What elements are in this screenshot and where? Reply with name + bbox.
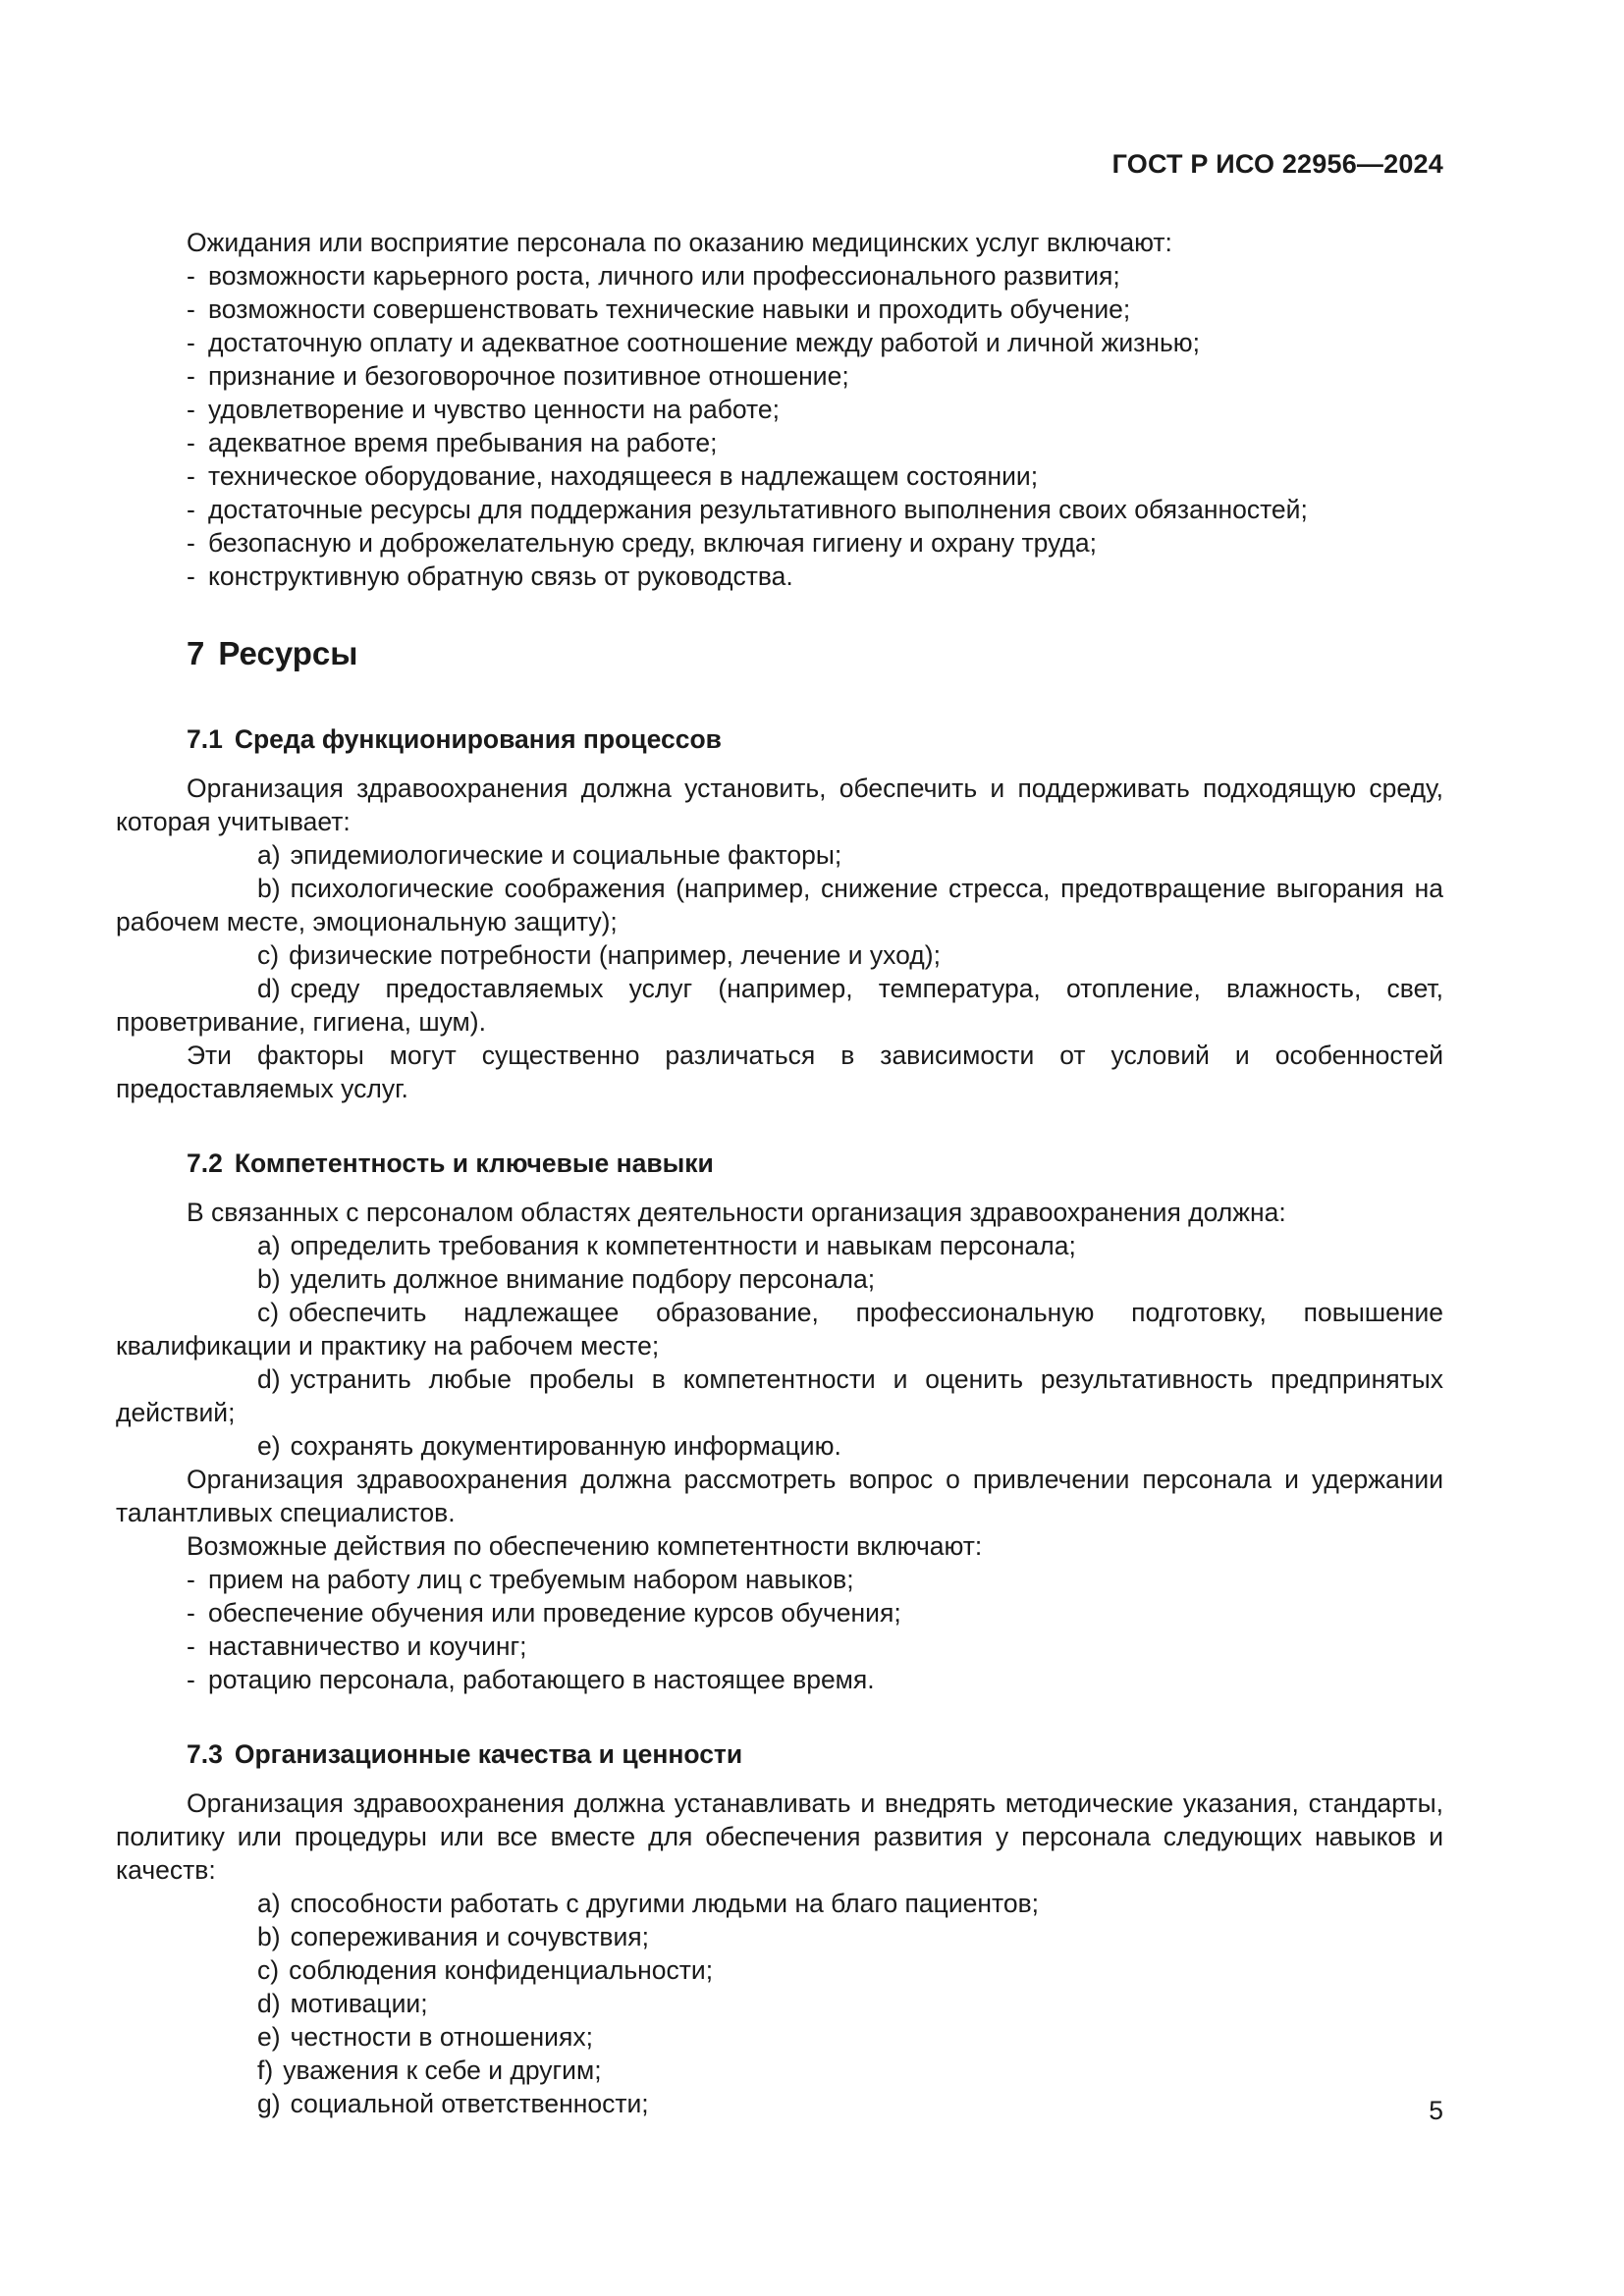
list-marker: d) [257, 1364, 281, 1394]
list-item [116, 1953, 1443, 1987]
list-item [116, 1920, 1443, 1953]
enumerated-list-7-1 [116, 838, 1443, 1039]
subsection-heading-7-1 [187, 722, 1443, 756]
paragraph: Эти факторы могут существенно различаться в зависимости от условий и особенностей предоставляемых услуг. [116, 1041, 1443, 1103]
list-item: - удовлетворение и чувство ценности на работе; [187, 393, 1443, 426]
document-code: ГОСТ Р ИСО 22956—2024 [1111, 149, 1443, 179]
list-item: - адекватное время пребывания на работе; [187, 426, 1443, 459]
list-item: - возможности карьерного роста, личного или профессионального развития; [187, 259, 1443, 293]
subsection-title: Компетентность и ключевые навыки [234, 1148, 714, 1178]
list-marker: a) [257, 1231, 281, 1260]
list-item-text: соблюдения конфиденциальности; [289, 1955, 714, 1985]
intro-list [116, 259, 1443, 593]
paragraph: Организация здравоохранения должна устанавливать и внедрять методические указания, стандарты, политику или процедуры или все вместе для обеспечения развития у персонала следующих навыков и качеств: [116, 1789, 1443, 1885]
list-marker: c) [257, 940, 280, 970]
list-item-text: уделить должное внимание подбору персонала; [290, 1264, 876, 1294]
list-item [116, 1229, 1443, 1262]
list-item: - возможности совершенствовать технические навыки и проходить обучение; [187, 293, 1443, 326]
list-marker: e) [257, 2022, 281, 2052]
subsection-number: 7.2 [187, 1148, 223, 1178]
list-item: - достаточную оплату и адекватное соотношение между работой и личной жизнью; [187, 326, 1443, 359]
list-item-text: эпидемиологические и социальные факторы; [290, 840, 842, 870]
list-marker: c) [257, 1955, 280, 1985]
list-item-text: устранить любые пробелы в компетентности и оценить результативность предпринятых действий; [116, 1364, 1443, 1427]
list-item-text: социальной ответственности; [290, 2089, 649, 2118]
list-marker: b) [257, 1264, 281, 1294]
intro-lead: Ожидания или восприятие персонала по оказанию медицинских услуг включают: [187, 228, 1172, 257]
enumerated-list-7-2 [116, 1229, 1443, 1463]
list-item [116, 2020, 1443, 2054]
list-item [116, 938, 1443, 972]
list-item [116, 838, 1443, 872]
paragraph: В связанных с персоналом областях деятельности организация здравоохранения должна: [187, 1198, 1286, 1227]
list-item-text: обеспечить надлежащее образование, профессиональную подготовку, повышение квалификации и практику на рабочем месте; [116, 1298, 1443, 1361]
list-item-text: сохранять документированную информацию. [290, 1431, 841, 1461]
list-item [116, 1362, 1443, 1429]
list-item-text: мотивации; [290, 1989, 428, 2018]
list-item-text: физические потребности (например, лечение и уход); [289, 940, 941, 970]
list-item-text: психологические соображения (например, снижение стресса, предотвращение выгорания на рабочем месте, эмоциональную защиту); [116, 874, 1443, 936]
list-item-text: определить требования к компетентности и навыкам персонала; [290, 1231, 1076, 1260]
page-content [116, 226, 1443, 2120]
list-item: - техническое оборудование, находящееся в надлежащем состоянии; [187, 459, 1443, 493]
list-item-text: среду предоставляемых услуг (например, температура, отопление, влажность, свет, проветривание, гигиена, шум). [116, 974, 1443, 1037]
list-marker: d) [257, 1989, 281, 2018]
list-marker: e) [257, 1431, 281, 1461]
section-number: 7 [187, 635, 205, 671]
list-marker: a) [257, 840, 281, 870]
list-item [116, 1262, 1443, 1296]
list-marker: b) [257, 1922, 281, 1951]
section-heading [187, 634, 1443, 673]
list-item [116, 1429, 1443, 1463]
list-item: - достаточные ресурсы для поддержания результативного выполнения своих обязанностей; [187, 493, 1443, 526]
paragraph: Организация здравоохранения должна установить, обеспечить и поддерживать подходящую среду, которая учитывает: [116, 774, 1443, 836]
subsection-number: 7.3 [187, 1739, 223, 1769]
list-item [116, 872, 1443, 938]
subsection-title: Организационные качества и ценности [234, 1739, 743, 1769]
subsection-heading-7-2 [187, 1147, 1443, 1180]
list-marker: b) [257, 874, 281, 903]
list-item-text: уважения к себе и другим; [283, 2056, 602, 2085]
page-number: 5 [1429, 2096, 1443, 2125]
subsection-title: Среда функционирования процессов [234, 724, 722, 754]
subsection-number: 7.1 [187, 724, 223, 754]
list-item [116, 2054, 1443, 2087]
list-marker: f) [257, 2056, 274, 2085]
dash-list-7-2 [116, 1563, 1443, 1696]
subsection-heading-7-3 [187, 1737, 1443, 1771]
list-item-text: способности работать с другими людьми на благо пациентов; [290, 1889, 1040, 1918]
document-page [116, 0, 1443, 2296]
list-item: - ротацию персонала, работающего в настоящее время. [187, 1663, 1443, 1696]
list-item [116, 1887, 1443, 1920]
list-item: - конструктивную обратную связь от руководства. [187, 560, 1443, 593]
list-marker: c) [257, 1298, 280, 1327]
section-title: Ресурсы [218, 635, 358, 671]
list-marker: g) [257, 2089, 281, 2118]
list-item-text: сопереживания и сочувствия; [290, 1922, 650, 1951]
paragraph: Организация здравоохранения должна рассмотреть вопрос о привлечении персонала и удержании талантливых специалистов. [116, 1465, 1443, 1527]
list-item [116, 2087, 1443, 2120]
list-item [116, 1987, 1443, 2020]
paragraph: Возможные действия по обеспечению компетентности включают: [187, 1531, 983, 1561]
list-item: - обеспечение обучения или проведение курсов обучения; [187, 1596, 1443, 1629]
list-marker: a) [257, 1889, 281, 1918]
list-item: - наставничество и коучинг; [187, 1629, 1443, 1663]
list-item-text: честности в отношениях; [290, 2022, 593, 2052]
list-item [116, 972, 1443, 1039]
list-item: - прием на работу лиц с требуемым набором навыков; [187, 1563, 1443, 1596]
list-marker: d) [257, 974, 281, 1003]
list-item: - признание и безоговорочное позитивное отношение; [187, 359, 1443, 393]
list-item [116, 1296, 1443, 1362]
list-item: - безопасную и доброжелательную среду, включая гигиену и охрану труда; [187, 526, 1443, 560]
enumerated-list-7-3 [116, 1887, 1443, 2120]
